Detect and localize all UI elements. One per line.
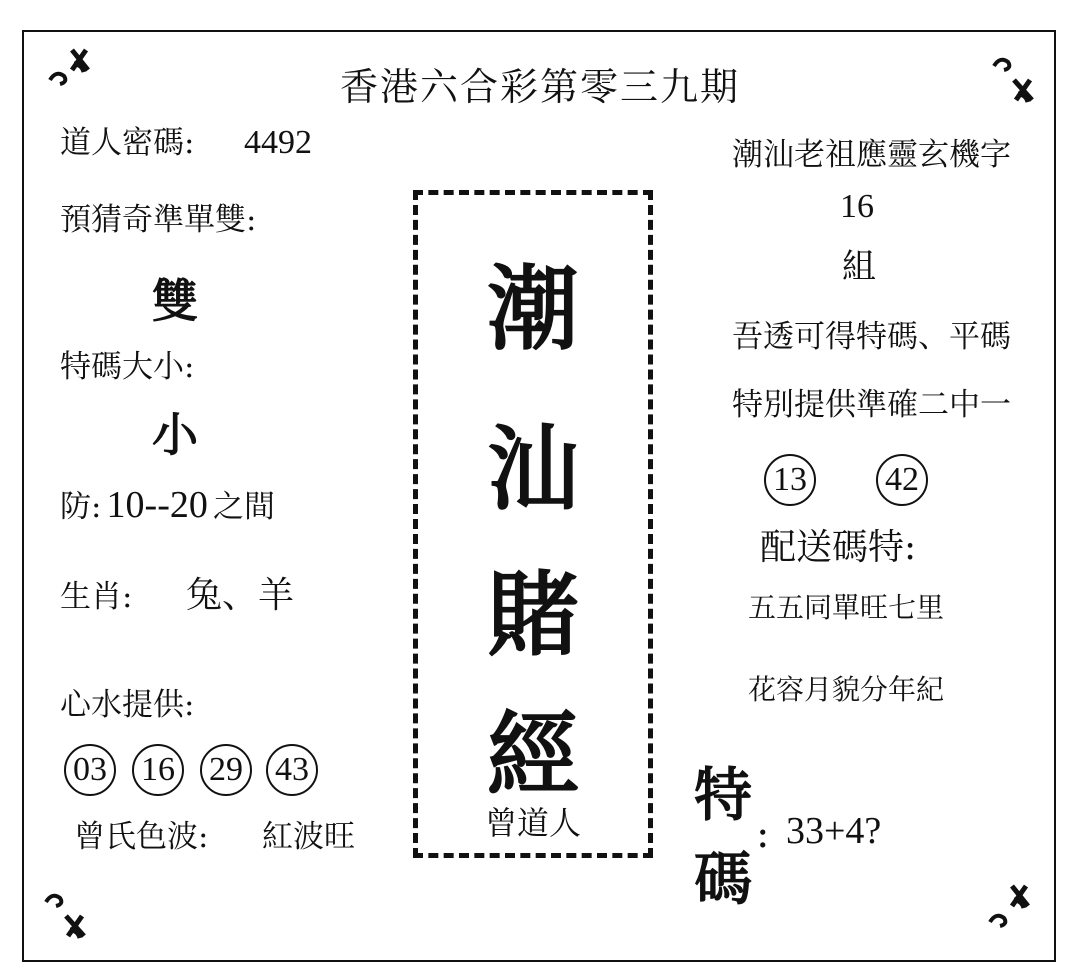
special-colon: : <box>756 811 770 857</box>
center-char-3: 賭 <box>486 561 579 669</box>
group-number: 16 <box>840 188 874 225</box>
special-char-2: 碼 <box>694 845 753 913</box>
group-word: 組 <box>842 247 876 287</box>
center-box <box>413 190 653 858</box>
heart-number-4: 43 <box>266 744 318 796</box>
guard-prefix: 防: <box>60 489 102 525</box>
center-char-2: 汕 <box>486 415 579 523</box>
password-value: 4492 <box>244 124 312 161</box>
corner-flourish-icon <box>40 880 100 940</box>
page-title: 香港六合彩第零三九期 <box>339 65 740 109</box>
heart-number-3: 29 <box>200 744 252 796</box>
verse-title: 配送碼特: <box>760 527 917 568</box>
password-label: 道人密碼: <box>60 125 195 161</box>
color-value: 紅波旺 <box>262 819 355 855</box>
color-label: 曾氏色波: <box>74 819 209 855</box>
heart-label: 心水提供: <box>60 687 195 723</box>
center-author: 曾道人 <box>484 804 581 842</box>
heart-number-2: 16 <box>132 744 184 796</box>
odd-even-value: 雙 <box>152 274 198 328</box>
center-char-4: 經 <box>486 701 579 809</box>
verse-line-1: 五五同單旺七里 <box>748 591 945 624</box>
zodiac-value: 兔、羊 <box>186 575 295 616</box>
info-line-2: 特別提供準確二中一 <box>732 387 1011 423</box>
special-char-1: 特 <box>694 761 753 829</box>
pick-number-1: 13 <box>764 454 816 506</box>
center-char-1: 潮 <box>486 255 579 363</box>
corner-flourish-icon <box>984 878 1044 938</box>
size-label: 特碼大小: <box>60 349 195 385</box>
pick-number-2: 42 <box>876 454 928 506</box>
guard-suffix: 之間 <box>212 489 275 525</box>
size-value: 小 <box>152 408 198 462</box>
guard-line <box>60 486 275 524</box>
special-value: 33+4? <box>786 810 882 852</box>
info-line-1: 吾透可得特碼、平碼 <box>732 319 1011 355</box>
guard-range: 10--20 <box>106 484 208 526</box>
zodiac-label: 生肖: <box>60 579 133 615</box>
mystic-title: 潮汕老祖應靈玄機字 <box>732 137 1011 173</box>
heart-number-1: 03 <box>64 744 116 796</box>
verse-line-2: 花容月貌分年紀 <box>748 673 945 706</box>
odd-even-label: 預猜奇準單雙: <box>60 202 257 238</box>
